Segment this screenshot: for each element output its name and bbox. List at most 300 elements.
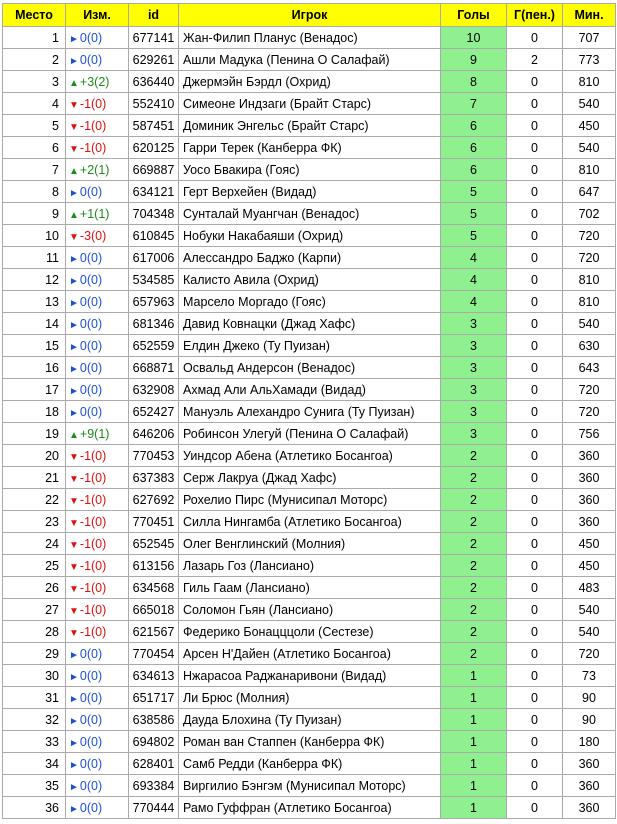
player-cell[interactable]: Ашли Мадука (Пенина О Салафай) — [179, 49, 441, 71]
player-cell[interactable]: Олег Венглинский (Молния) — [179, 533, 441, 555]
penalty-goals-cell[interactable]: 0 — [507, 621, 563, 643]
change-value: 0(0) — [79, 800, 103, 815]
penalty-goals-cell[interactable]: 0 — [507, 181, 563, 203]
minutes-cell[interactable]: 720 — [563, 643, 616, 665]
rank-cell[interactable]: 19 — [3, 423, 66, 445]
change-cell[interactable] — [66, 115, 129, 137]
id-cell[interactable]: 610845 — [129, 225, 179, 247]
change-value: 0(0) — [79, 668, 103, 683]
minutes-cell[interactable]: 360 — [563, 775, 616, 797]
minutes-cell[interactable]: 540 — [563, 93, 616, 115]
change-cell[interactable] — [66, 49, 129, 71]
change-value: 0(0) — [79, 360, 103, 375]
goals-cell[interactable]: 2 — [441, 511, 507, 533]
goals-cell[interactable]: 3 — [441, 357, 507, 379]
header-player[interactable]: Игрок — [179, 4, 441, 27]
change-cell[interactable] — [66, 93, 129, 115]
minutes-cell[interactable]: 773 — [563, 49, 616, 71]
rank-cell[interactable]: 30 — [3, 665, 66, 687]
penalty-goals-cell[interactable]: 0 — [507, 753, 563, 775]
minutes-cell[interactable]: 540 — [563, 137, 616, 159]
goals-cell[interactable]: 2 — [441, 643, 507, 665]
rank-cell[interactable]: 18 — [3, 401, 66, 423]
id-cell[interactable]: 634613 — [129, 665, 179, 687]
player-cell[interactable]: Робинсон Улегуй (Пенина О Салафай) — [179, 423, 441, 445]
change-cell[interactable] — [66, 775, 129, 797]
rank-cell[interactable]: 7 — [3, 159, 66, 181]
change-cell[interactable] — [66, 357, 129, 379]
player-cell[interactable]: Доминик Энгельс (Брайт Старс) — [179, 115, 441, 137]
id-cell[interactable]: 770454 — [129, 643, 179, 665]
header-row — [3, 4, 616, 27]
table-row — [3, 621, 616, 643]
player-cell[interactable]: Гиль Гаам (Лансиано) — [179, 577, 441, 599]
id-cell[interactable]: 770453 — [129, 445, 179, 467]
id-cell[interactable]: 665018 — [129, 599, 179, 621]
player-cell[interactable]: Дауда Блохина (Ту Пуизан) — [179, 709, 441, 731]
minutes-cell[interactable]: 756 — [563, 423, 616, 445]
minutes-cell[interactable]: 483 — [563, 577, 616, 599]
change-cell[interactable] — [66, 225, 129, 247]
id-cell[interactable]: 587451 — [129, 115, 179, 137]
rank-cell[interactable]: 14 — [3, 313, 66, 335]
change-cell[interactable] — [66, 203, 129, 225]
rank-cell[interactable]: 27 — [3, 599, 66, 621]
penalty-goals-cell[interactable]: 0 — [507, 247, 563, 269]
change-cell[interactable] — [66, 797, 129, 819]
player-cell[interactable]: Федерико Бонацццоли (Сестезе) — [179, 621, 441, 643]
minutes-cell[interactable]: 630 — [563, 335, 616, 357]
rank-cell[interactable]: 22 — [3, 489, 66, 511]
id-cell[interactable]: 613156 — [129, 555, 179, 577]
change-cell[interactable] — [66, 269, 129, 291]
player-cell[interactable]: Нжарасоа Раджанаривони (Видад) — [179, 665, 441, 687]
goals-cell[interactable]: 1 — [441, 709, 507, 731]
id-cell[interactable]: 652559 — [129, 335, 179, 357]
penalty-goals-cell[interactable]: 0 — [507, 379, 563, 401]
change-value: 0(0) — [79, 404, 103, 419]
goals-cell[interactable]: 1 — [441, 731, 507, 753]
goals-cell[interactable]: 6 — [441, 115, 507, 137]
rank-cell[interactable]: 6 — [3, 137, 66, 159]
change-value: -1(0) — [79, 514, 107, 529]
id-cell[interactable]: 636440 — [129, 71, 179, 93]
change-cell[interactable] — [66, 687, 129, 709]
player-cell[interactable]: Алессандро Баджо (Карпи) — [179, 247, 441, 269]
penalty-goals-cell[interactable]: 0 — [507, 599, 563, 621]
player-cell[interactable]: Сунталай Муангчан (Венадос) — [179, 203, 441, 225]
goals-cell[interactable]: 3 — [441, 335, 507, 357]
id-cell[interactable]: 657963 — [129, 291, 179, 313]
table-row — [3, 335, 616, 357]
minutes-cell[interactable]: 720 — [563, 225, 616, 247]
rank-cell[interactable]: 26 — [3, 577, 66, 599]
change-value: 0(0) — [79, 646, 103, 661]
goals-cell[interactable]: 3 — [441, 401, 507, 423]
goals-cell[interactable]: 1 — [441, 797, 507, 819]
rank-cell[interactable]: 17 — [3, 379, 66, 401]
rank-cell[interactable]: 10 — [3, 225, 66, 247]
penalty-goals-cell[interactable]: 0 — [507, 27, 563, 49]
rank-cell[interactable]: 15 — [3, 335, 66, 357]
rank-cell[interactable]: 13 — [3, 291, 66, 313]
arrow-down-icon: ▼ — [69, 627, 79, 639]
rank-cell[interactable]: 29 — [3, 643, 66, 665]
penalty-goals-cell[interactable]: 0 — [507, 577, 563, 599]
goals-cell[interactable]: 2 — [441, 533, 507, 555]
rank-cell[interactable]: 25 — [3, 555, 66, 577]
penalty-goals-cell[interactable]: 0 — [507, 467, 563, 489]
player-cell[interactable]: Давид Ковнацки (Джад Хафс) — [179, 313, 441, 335]
goals-cell[interactable]: 2 — [441, 599, 507, 621]
header-change[interactable]: Изм. — [66, 4, 129, 27]
goals-cell[interactable]: 1 — [441, 753, 507, 775]
goals-cell[interactable]: 2 — [441, 621, 507, 643]
minutes-cell[interactable]: 90 — [563, 709, 616, 731]
table-row — [3, 599, 616, 621]
penalty-goals-cell[interactable]: 0 — [507, 313, 563, 335]
rank-cell[interactable]: 5 — [3, 115, 66, 137]
player-cell[interactable]: Герт Верхейен (Видад) — [179, 181, 441, 203]
penalty-goals-cell[interactable]: 0 — [507, 687, 563, 709]
arrow-right-icon: ► — [69, 319, 79, 331]
goals-cell[interactable]: 5 — [441, 181, 507, 203]
id-cell[interactable]: 652427 — [129, 401, 179, 423]
rank-cell[interactable]: 16 — [3, 357, 66, 379]
change-cell[interactable] — [66, 159, 129, 181]
penalty-goals-cell[interactable]: 0 — [507, 511, 563, 533]
minutes-cell[interactable]: 647 — [563, 181, 616, 203]
goals-cell[interactable]: 5 — [441, 225, 507, 247]
id-cell[interactable]: 770444 — [129, 797, 179, 819]
id-cell[interactable]: 677141 — [129, 27, 179, 49]
rank-cell[interactable]: 8 — [3, 181, 66, 203]
goals-cell[interactable]: 1 — [441, 665, 507, 687]
arrow-right-icon: ► — [69, 737, 79, 749]
rank-cell[interactable]: 9 — [3, 203, 66, 225]
penalty-goals-cell[interactable]: 0 — [507, 291, 563, 313]
player-cell[interactable]: Виргилио Бэнгэм (Мунисипал Моторс) — [179, 775, 441, 797]
minutes-cell[interactable]: 540 — [563, 313, 616, 335]
change-cell[interactable] — [66, 489, 129, 511]
change-cell[interactable] — [66, 467, 129, 489]
header-id[interactable]: id — [129, 4, 179, 27]
id-cell[interactable]: 668871 — [129, 357, 179, 379]
penalty-goals-cell[interactable]: 0 — [507, 709, 563, 731]
penalty-goals-cell[interactable]: 0 — [507, 269, 563, 291]
penalty-goals-cell[interactable]: 0 — [507, 643, 563, 665]
arrow-right-icon: ► — [69, 759, 79, 771]
player-cell[interactable]: Соломон Гьян (Лансиано) — [179, 599, 441, 621]
rank-cell[interactable]: 20 — [3, 445, 66, 467]
arrow-right-icon: ► — [69, 781, 79, 793]
id-cell[interactable]: 620125 — [129, 137, 179, 159]
player-cell[interactable]: Освальд Андерсон (Венадос) — [179, 357, 441, 379]
minutes-cell[interactable]: 643 — [563, 357, 616, 379]
player-cell[interactable]: Рохелио Пирс (Мунисипал Моторс) — [179, 489, 441, 511]
goals-cell[interactable]: 10 — [441, 27, 507, 49]
change-cell[interactable] — [66, 335, 129, 357]
change-cell[interactable] — [66, 247, 129, 269]
penalty-goals-cell[interactable]: 0 — [507, 731, 563, 753]
id-cell[interactable]: 617006 — [129, 247, 179, 269]
minutes-cell[interactable]: 73 — [563, 665, 616, 687]
minutes-cell[interactable]: 360 — [563, 467, 616, 489]
id-cell[interactable]: 646206 — [129, 423, 179, 445]
minutes-cell[interactable]: 360 — [563, 753, 616, 775]
goals-cell[interactable]: 2 — [441, 445, 507, 467]
goals-cell[interactable]: 6 — [441, 159, 507, 181]
table-row — [3, 181, 616, 203]
minutes-cell[interactable]: 810 — [563, 269, 616, 291]
arrow-up-icon: ▲ — [69, 165, 79, 177]
penalty-goals-cell[interactable]: 0 — [507, 489, 563, 511]
penalty-goals-cell[interactable]: 0 — [507, 445, 563, 467]
penalty-goals-cell[interactable]: 0 — [507, 775, 563, 797]
penalty-goals-cell[interactable]: 0 — [507, 665, 563, 687]
id-cell[interactable]: 637383 — [129, 467, 179, 489]
player-cell[interactable]: Джермэйн Бэрдл (Охрид) — [179, 71, 441, 93]
player-cell[interactable]: Роман ван Стаппен (Канберра ФК) — [179, 731, 441, 753]
change-cell[interactable] — [66, 511, 129, 533]
player-cell[interactable]: Уиндсор Абена (Атлетико Босангоа) — [179, 445, 441, 467]
minutes-cell[interactable]: 540 — [563, 621, 616, 643]
player-cell[interactable]: Самб Редди (Канберра ФК) — [179, 753, 441, 775]
player-cell[interactable]: Симеоне Индзаги (Брайт Старс) — [179, 93, 441, 115]
id-cell[interactable]: 681346 — [129, 313, 179, 335]
change-cell[interactable] — [66, 599, 129, 621]
player-cell[interactable]: Уосо Бвакира (Гояс) — [179, 159, 441, 181]
penalty-goals-cell[interactable]: 0 — [507, 159, 563, 181]
penalty-goals-cell[interactable]: 0 — [507, 423, 563, 445]
change-value: 0(0) — [79, 316, 103, 331]
penalty-goals-cell[interactable]: 0 — [507, 335, 563, 357]
penalty-goals-cell[interactable]: 0 — [507, 357, 563, 379]
player-cell[interactable]: Рамо Гуффран (Атлетико Босангоа) — [179, 797, 441, 819]
rank-cell[interactable]: 32 — [3, 709, 66, 731]
arrow-right-icon: ► — [69, 363, 79, 375]
id-cell[interactable]: 694802 — [129, 731, 179, 753]
rank-cell[interactable]: 33 — [3, 731, 66, 753]
minutes-cell[interactable]: 540 — [563, 599, 616, 621]
id-cell[interactable]: 632908 — [129, 379, 179, 401]
arrow-right-icon: ► — [69, 55, 79, 67]
player-cell[interactable]: Ахмад Али АльХамади (Видад) — [179, 379, 441, 401]
id-cell[interactable]: 651717 — [129, 687, 179, 709]
change-cell[interactable] — [66, 137, 129, 159]
rank-cell[interactable]: 1 — [3, 27, 66, 49]
rank-cell[interactable]: 23 — [3, 511, 66, 533]
rank-cell[interactable]: 12 — [3, 269, 66, 291]
id-cell[interactable]: 534585 — [129, 269, 179, 291]
table-row — [3, 709, 616, 731]
id-cell[interactable]: 634121 — [129, 181, 179, 203]
table-row — [3, 27, 616, 49]
penalty-goals-cell[interactable]: 2 — [507, 49, 563, 71]
penalty-goals-cell[interactable]: 0 — [507, 137, 563, 159]
change-cell[interactable] — [66, 665, 129, 687]
change-cell[interactable] — [66, 181, 129, 203]
change-value: -1(0) — [79, 470, 107, 485]
change-cell[interactable] — [66, 27, 129, 49]
change-cell[interactable] — [66, 445, 129, 467]
arrow-down-icon: ▼ — [69, 143, 79, 155]
scorers-table — [2, 3, 616, 819]
table-row — [3, 49, 616, 71]
goals-cell[interactable]: 4 — [441, 247, 507, 269]
goals-cell[interactable]: 2 — [441, 555, 507, 577]
minutes-cell[interactable]: 90 — [563, 687, 616, 709]
rank-cell[interactable]: 35 — [3, 775, 66, 797]
goals-cell[interactable]: 1 — [441, 687, 507, 709]
goals-cell[interactable]: 3 — [441, 313, 507, 335]
goals-cell[interactable]: 3 — [441, 379, 507, 401]
goals-cell[interactable]: 2 — [441, 577, 507, 599]
rank-cell[interactable]: 34 — [3, 753, 66, 775]
change-cell[interactable] — [66, 71, 129, 93]
player-cell[interactable]: Серж Лакруа (Джад Хафс) — [179, 467, 441, 489]
change-value: -1(0) — [79, 118, 107, 133]
change-cell[interactable] — [66, 731, 129, 753]
minutes-cell[interactable]: 810 — [563, 71, 616, 93]
arrow-right-icon: ► — [69, 671, 79, 683]
player-cell[interactable]: Ли Брюс (Молния) — [179, 687, 441, 709]
arrow-down-icon: ▼ — [69, 517, 79, 529]
table-row — [3, 71, 616, 93]
goals-cell[interactable]: 4 — [441, 291, 507, 313]
penalty-goals-cell[interactable]: 0 — [507, 71, 563, 93]
change-cell[interactable] — [66, 709, 129, 731]
change-cell[interactable] — [66, 555, 129, 577]
player-cell[interactable]: Елдин Джеко (Ту Пуизан) — [179, 335, 441, 357]
player-cell[interactable]: Калисто Авила (Охрид) — [179, 269, 441, 291]
rank-cell[interactable]: 36 — [3, 797, 66, 819]
minutes-cell[interactable]: 360 — [563, 511, 616, 533]
minutes-cell[interactable]: 360 — [563, 445, 616, 467]
id-cell[interactable]: 693384 — [129, 775, 179, 797]
penalty-goals-cell[interactable]: 0 — [507, 797, 563, 819]
player-cell[interactable]: Мануэль Алехандро Сунига (Ту Пуизан) — [179, 401, 441, 423]
goals-cell[interactable]: 5 — [441, 203, 507, 225]
id-cell[interactable]: 552410 — [129, 93, 179, 115]
change-cell[interactable] — [66, 379, 129, 401]
minutes-cell[interactable]: 702 — [563, 203, 616, 225]
rank-cell[interactable]: 11 — [3, 247, 66, 269]
change-value: 0(0) — [79, 184, 103, 199]
change-value: -1(0) — [79, 536, 107, 551]
id-cell[interactable]: 638586 — [129, 709, 179, 731]
goals-cell[interactable]: 6 — [441, 137, 507, 159]
change-cell[interactable] — [66, 423, 129, 445]
id-cell[interactable]: 629261 — [129, 49, 179, 71]
change-cell[interactable] — [66, 643, 129, 665]
penalty-goals-cell[interactable]: 0 — [507, 225, 563, 247]
change-value: +3(2) — [79, 74, 110, 89]
minutes-cell[interactable]: 707 — [563, 27, 616, 49]
goals-cell[interactable]: 8 — [441, 71, 507, 93]
goals-cell[interactable]: 9 — [441, 49, 507, 71]
penalty-goals-cell[interactable]: 0 — [507, 203, 563, 225]
penalty-goals-cell[interactable]: 0 — [507, 533, 563, 555]
change-value: +1(1) — [79, 206, 110, 221]
change-cell[interactable] — [66, 401, 129, 423]
player-cell[interactable]: Нобуки Накабаяши (Охрид) — [179, 225, 441, 247]
rank-cell[interactable]: 28 — [3, 621, 66, 643]
player-cell[interactable]: Марсело Моргадо (Гояс) — [179, 291, 441, 313]
player-cell[interactable]: Арсен Н'Дайен (Атлетико Босангоа) — [179, 643, 441, 665]
minutes-cell[interactable]: 360 — [563, 797, 616, 819]
rank-cell[interactable]: 2 — [3, 49, 66, 71]
player-cell[interactable]: Жан-Филип Планус (Венадос) — [179, 27, 441, 49]
minutes-cell[interactable]: 720 — [563, 401, 616, 423]
id-cell[interactable]: 770451 — [129, 511, 179, 533]
player-cell[interactable]: Лазарь Гоз (Лансиано) — [179, 555, 441, 577]
rank-cell[interactable]: 31 — [3, 687, 66, 709]
rank-cell[interactable]: 3 — [3, 71, 66, 93]
table-row — [3, 159, 616, 181]
id-cell[interactable]: 621567 — [129, 621, 179, 643]
minutes-cell[interactable]: 720 — [563, 379, 616, 401]
penalty-goals-cell[interactable]: 0 — [507, 555, 563, 577]
id-cell[interactable]: 704348 — [129, 203, 179, 225]
id-cell[interactable]: 627692 — [129, 489, 179, 511]
id-cell[interactable]: 628401 — [129, 753, 179, 775]
goals-cell[interactable]: 3 — [441, 423, 507, 445]
goals-cell[interactable]: 1 — [441, 775, 507, 797]
arrow-up-icon: ▲ — [69, 77, 79, 89]
change-value: +9(1) — [79, 426, 110, 441]
minutes-cell[interactable]: 450 — [563, 555, 616, 577]
minutes-cell[interactable]: 450 — [563, 115, 616, 137]
change-cell[interactable] — [66, 577, 129, 599]
header-goals[interactable]: Голы — [441, 4, 507, 27]
penalty-goals-cell[interactable]: 0 — [507, 115, 563, 137]
change-cell[interactable] — [66, 753, 129, 775]
change-cell[interactable] — [66, 533, 129, 555]
id-cell[interactable]: 634568 — [129, 577, 179, 599]
penalty-goals-cell[interactable]: 0 — [507, 93, 563, 115]
header-pen[interactable]: Г(пен.) — [507, 4, 563, 27]
header-min[interactable]: Мин. — [563, 4, 616, 27]
minutes-cell[interactable]: 360 — [563, 489, 616, 511]
table-row — [3, 533, 616, 555]
rank-cell[interactable]: 4 — [3, 93, 66, 115]
goals-cell[interactable]: 2 — [441, 489, 507, 511]
change-cell[interactable] — [66, 291, 129, 313]
minutes-cell[interactable]: 810 — [563, 291, 616, 313]
goals-cell[interactable]: 7 — [441, 93, 507, 115]
minutes-cell[interactable]: 810 — [563, 159, 616, 181]
rank-cell[interactable]: 24 — [3, 533, 66, 555]
table-row — [3, 445, 616, 467]
goals-cell[interactable]: 4 — [441, 269, 507, 291]
rank-cell[interactable]: 21 — [3, 467, 66, 489]
minutes-cell[interactable]: 450 — [563, 533, 616, 555]
goals-cell[interactable]: 2 — [441, 467, 507, 489]
change-value: 0(0) — [79, 712, 103, 727]
change-value: +2(1) — [79, 162, 110, 177]
change-cell[interactable] — [66, 621, 129, 643]
change-cell[interactable] — [66, 313, 129, 335]
penalty-goals-cell[interactable]: 0 — [507, 401, 563, 423]
player-cell[interactable]: Гарри Терек (Канберра ФК) — [179, 137, 441, 159]
id-cell[interactable]: 669887 — [129, 159, 179, 181]
id-cell[interactable]: 652545 — [129, 533, 179, 555]
header-pos[interactable]: Место — [3, 4, 66, 27]
minutes-cell[interactable]: 180 — [563, 731, 616, 753]
minutes-cell[interactable]: 720 — [563, 247, 616, 269]
player-cell[interactable]: Силла Нингамба (Атлетико Босангоа) — [179, 511, 441, 533]
